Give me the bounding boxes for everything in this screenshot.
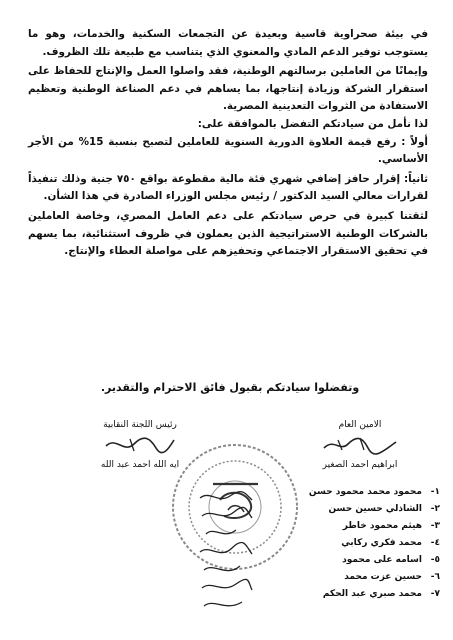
paragraph: لثقتنا كبيرة في حرص سيادتكم على دعم العامل المصري، وخاصة العاملين بالشركات الوطنية الاستراتيجية الذين يعملون في ظروف استثنائية، بما يسهم في تحقيق الاستقرار الاجتماعي وتحفيزهم على مواصلة العطاء والإنتاج.	[28, 209, 428, 258]
secretary-signature-block	[300, 420, 420, 470]
list-item	[240, 586, 440, 603]
member-number: ٥-	[430, 555, 440, 565]
committee-members-list	[240, 484, 440, 603]
paragraph: أولاً : رفع قيمة العلاوة الدورية السنوية للعاملين لتصبح بنسبة 15% من الأجر الأساسي.	[28, 135, 428, 166]
signature-name: ايه الله احمد عبد الله	[100, 460, 180, 470]
member-name: هيثم محمود خاطر	[342, 521, 422, 531]
paragraph: في بيئة صحراوية قاسية وبعيدة عن التجمعات السكنية والخدمات، وهو ما يستوجب توفير الدعم المادي والمعنوي الذي يتناسب مع طبيعة تلك الظروف.	[28, 28, 428, 58]
member-signatures	[196, 490, 256, 620]
member-name: محمد فكري ركابي	[341, 538, 422, 548]
paragraph: وإيمانًا من العاملين برسالتهم الوطنية، فقد واصلوا العمل والإنتاج للحفاظ على استقرار الشركة وزيادة إنتاجها، بما يساهم في دعم الصناعة الوطنية وتعظيم الاستفادة من الثروات التعدينية المصرية.	[28, 65, 428, 113]
member-number: ٣-	[430, 521, 440, 531]
member-name: محمد صبري عبد الحكم	[322, 589, 422, 599]
paragraph: لذا نأمل من سيادتكم التفضل بالموافقة على:	[197, 117, 428, 130]
member-number: ٢-	[430, 504, 440, 514]
list-item	[240, 535, 440, 552]
member-name: الشاذلي حسين حسن	[328, 504, 422, 514]
handwritten-signature	[320, 434, 400, 456]
list-item	[240, 552, 440, 569]
signature-name: ابراهيم احمد الصغير	[322, 460, 398, 470]
member-name: محمود محمد محمود حسن	[308, 487, 422, 497]
member-number: ٤-	[430, 538, 440, 548]
letter-body	[28, 26, 428, 261]
member-number: ٦-	[430, 572, 440, 582]
list-item	[240, 518, 440, 535]
list-item	[240, 484, 440, 501]
member-number: ٧-	[430, 589, 440, 599]
member-number: ١-	[430, 487, 440, 497]
paragraph: ثانياً: إقرار حافز إضافي شهري فئة مالية مقطوعة بواقع ٧٥٠ جنية وذلك تنفيذاً لقرارات معالي السيد الدكتور / رئيس مجلس الوزراء الصادرة في هذا الشأن.	[28, 172, 428, 203]
signature-title: الامين العام	[338, 420, 382, 430]
list-item	[240, 501, 440, 518]
member-name: حسين عزت محمد	[344, 572, 422, 582]
list-item	[240, 569, 440, 586]
member-name: اسامه على محمود	[342, 555, 422, 565]
closing-line: وتفضلوا سيادتكم بقبول فائق الاحترام والتقدير.	[100, 381, 360, 394]
signature-title: رئيس اللجنة النقابية	[103, 420, 177, 430]
